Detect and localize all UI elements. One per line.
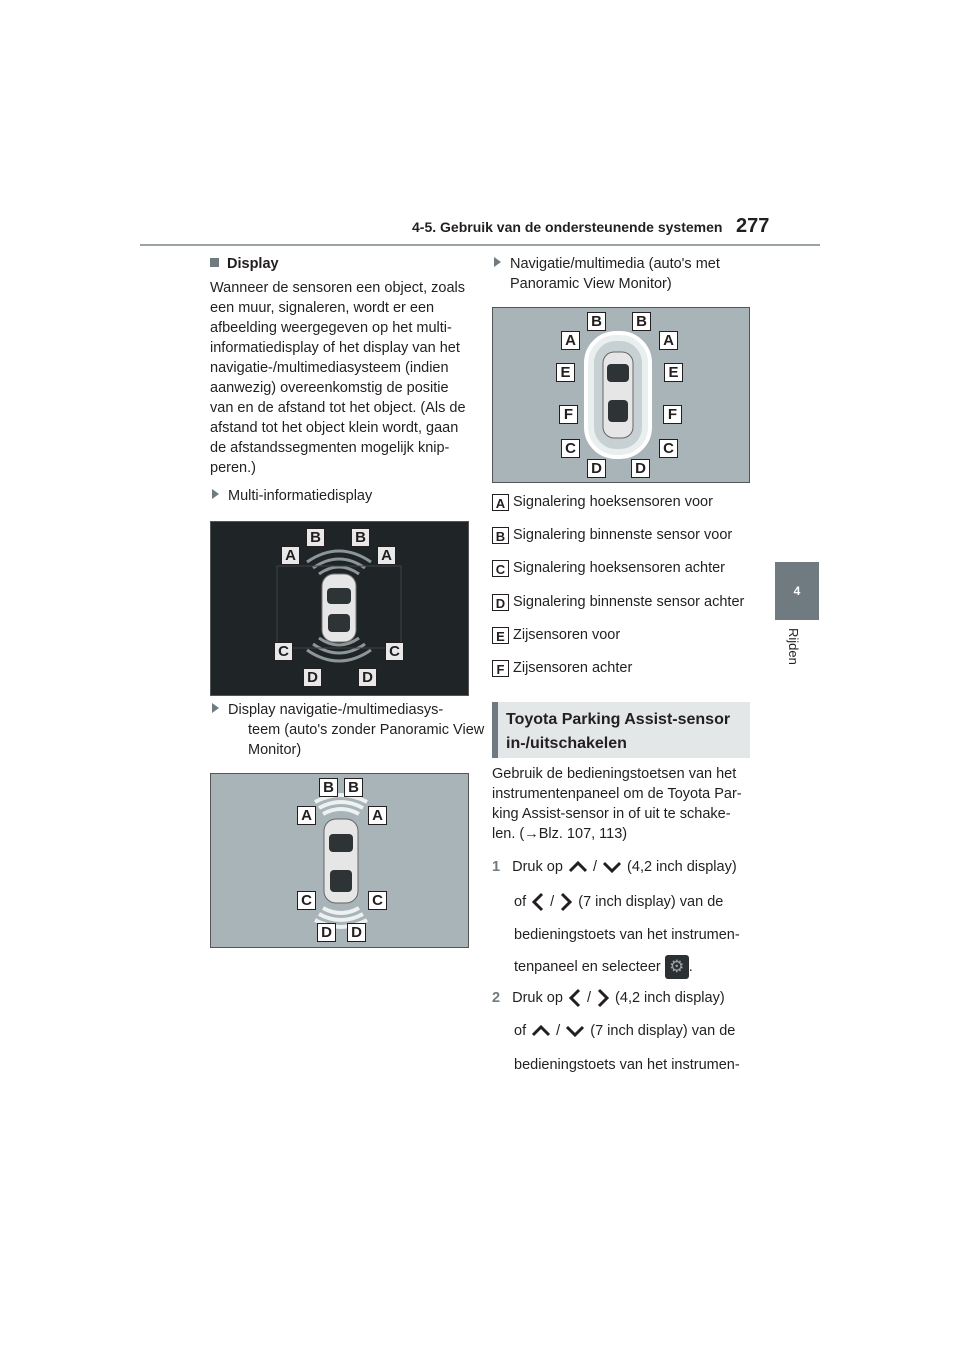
legend-text: Zijsensoren achter (513, 660, 633, 676)
legend-item-e (492, 627, 620, 644)
slash-text: / (556, 1023, 561, 1039)
step-line (492, 857, 754, 891)
step-line (492, 955, 754, 989)
text-line: len. (→Blz. 107, 113) (492, 826, 628, 842)
legend-item-c (492, 560, 725, 577)
label-d-left: D (303, 668, 322, 687)
pvm-diagram-graphic (493, 308, 749, 482)
bullet-text: Navigatie/multimedia (auto's met (510, 256, 720, 272)
bullet-text: Multi-informatiedisplay (228, 488, 373, 504)
nav-display-diagram (210, 773, 469, 948)
legend-item-d (492, 594, 744, 611)
chapter-label: Rijden (786, 628, 801, 665)
legend-letter: E (492, 627, 509, 644)
label-b-right: B (344, 778, 363, 797)
text-line: peren.) (210, 460, 256, 476)
chevron-right-icon (558, 891, 574, 913)
label-f-right: F (663, 405, 682, 424)
legend-letter: C (492, 560, 509, 577)
chapter-tab (775, 562, 819, 620)
legend-letter: F (492, 660, 509, 677)
legend-text: Signalering hoeksensoren achter (513, 560, 725, 576)
bullet-nav-display (212, 700, 492, 760)
step-text: Druk op (512, 859, 563, 875)
label-c-right: C (368, 891, 387, 910)
label-c-right: C (385, 642, 404, 661)
label-d-right: D (631, 459, 650, 478)
text-line: een muur, signaleren, wordt er een (210, 300, 435, 316)
text-line: informatiedisplay of het display van het (210, 340, 460, 356)
label-d-left: D (587, 459, 606, 478)
label-a-left: A (297, 806, 316, 825)
nav-display-diagram-graphic (211, 774, 468, 947)
chevron-left-icon (530, 891, 546, 913)
step-text: (7 inch display) van de (578, 893, 724, 910)
header-rule (140, 244, 820, 246)
bullet-line (494, 254, 756, 274)
slash-text: / (550, 893, 555, 910)
text-line: van en de afstand tot het object. (Als de (210, 400, 466, 416)
chevron-up-icon (530, 1024, 552, 1038)
legend-letter: D (492, 594, 509, 611)
square-bullet-icon (210, 258, 219, 267)
label-c-left: C (297, 891, 316, 910)
text-line: de afstandssegmenten mogelijk knip- (210, 440, 450, 456)
legend-item-b (492, 527, 732, 544)
step-text: of (514, 1023, 527, 1039)
legend-text: Zijsensoren voor (513, 627, 621, 643)
step-line (492, 891, 754, 925)
page-number: 277 (736, 215, 770, 237)
text-line: Wanneer de sensoren een object, zoals (210, 280, 465, 296)
pvm-diagram (492, 307, 750, 483)
step-text: tenpaneel en selecteer (514, 958, 661, 975)
section-paragraph (492, 764, 754, 844)
legend-item-a (492, 494, 713, 511)
display-heading-text: Display (227, 256, 279, 272)
step-number: 2 (492, 989, 501, 1006)
multi-info-diagram (210, 521, 469, 696)
legend-text: Signalering hoeksensoren voor (513, 494, 713, 510)
text-line: navigatie-/multimediasysteem (indien (210, 360, 449, 376)
text-line: aanwezig) overeenkomstig de positie (210, 380, 449, 396)
label-b-left: B (319, 778, 338, 797)
step-text: of (514, 893, 527, 910)
label-a-right: A (659, 331, 678, 350)
text-line: Gebruik de bedieningstoetsen van het (492, 766, 737, 782)
step-text: Druk op (512, 989, 563, 1006)
step-number: 1 (492, 859, 501, 875)
chevron-down-icon (601, 860, 623, 874)
step-text: (7 inch display) van de (590, 1023, 736, 1039)
bullet-line (230, 700, 492, 720)
section-heading (492, 702, 750, 758)
bullet-text: teem (auto's zonder Panoramic View (248, 722, 485, 738)
label-d-left: D (317, 923, 336, 942)
display-heading (210, 254, 472, 274)
label-d-right: D (358, 668, 377, 687)
chevron-right-icon (595, 987, 611, 1009)
triangle-bullet-icon (494, 257, 501, 267)
section-title: 4-5. Gebruik van de ondersteunende systemen (412, 219, 723, 235)
label-b-left: B (587, 312, 606, 331)
triangle-bullet-icon (212, 703, 219, 713)
step-text: . (688, 958, 693, 975)
triangle-bullet-icon (212, 489, 219, 499)
label-a-left: A (561, 331, 580, 350)
chevron-down-icon (564, 1024, 586, 1038)
step-text: (4,2 inch display) (627, 859, 737, 875)
text-line: afbeelding weergegeven op het multi- (210, 320, 452, 336)
bullet-text: Panoramic View Monitor) (510, 276, 672, 292)
slash-text: / (586, 989, 591, 1006)
chevron-up-icon (567, 860, 589, 874)
text-line: afstand tot het object klein wordt, gaan (210, 420, 459, 436)
gear-icon: ⚙ (665, 955, 689, 979)
legend-text: Signalering binnenste sensor voor (513, 527, 733, 543)
chapter-number: 4 (793, 584, 801, 598)
label-b-left: B (306, 528, 325, 547)
chevron-left-icon (567, 987, 583, 1009)
label-c-left: C (274, 642, 293, 661)
label-a-right: A (377, 546, 396, 565)
legend-letter: A (492, 494, 509, 511)
section-heading-line: in-/uitschakelen (506, 735, 627, 752)
label-d-right: D (347, 923, 366, 942)
step-line (492, 1021, 754, 1055)
slash-text: / (592, 859, 597, 875)
step-line (492, 987, 754, 1021)
legend-item-f (492, 660, 632, 677)
section-heading-line: Toyota Parking Assist-sensor (506, 711, 731, 728)
label-e-left: E (556, 363, 575, 382)
legend-text: Signalering binnenste sensor achter (513, 594, 745, 610)
step-1 (492, 857, 754, 989)
label-a-right: A (368, 806, 387, 825)
legend-letter: B (492, 527, 509, 544)
bullet-multi-info (212, 486, 372, 506)
label-e-right: E (664, 363, 683, 382)
label-b-right: B (351, 528, 370, 547)
intro-paragraph (210, 278, 472, 478)
step-text: (4,2 inch display) (615, 989, 725, 1006)
label-f-left: F (559, 405, 578, 424)
multi-info-diagram-graphic (211, 522, 468, 695)
label-b-right: B (632, 312, 651, 331)
bullet-pvm (494, 254, 756, 294)
bullet-text: Monitor) (248, 742, 302, 758)
label-a-left: A (281, 546, 300, 565)
bullet-text: Display navigatie-/multimediasys- (228, 702, 444, 718)
step-line: bedieningstoets van het instrumen- (514, 1057, 740, 1073)
text-line: instrumentenpaneel om de Toyota Par- (492, 786, 742, 802)
step-line: bedieningstoets van het instrumen- (514, 927, 740, 943)
text-line: king Assist-sensor in of uit te schake- (492, 806, 731, 822)
label-c-right: C (659, 439, 678, 458)
label-c-left: C (561, 439, 580, 458)
step-2 (492, 987, 754, 1085)
